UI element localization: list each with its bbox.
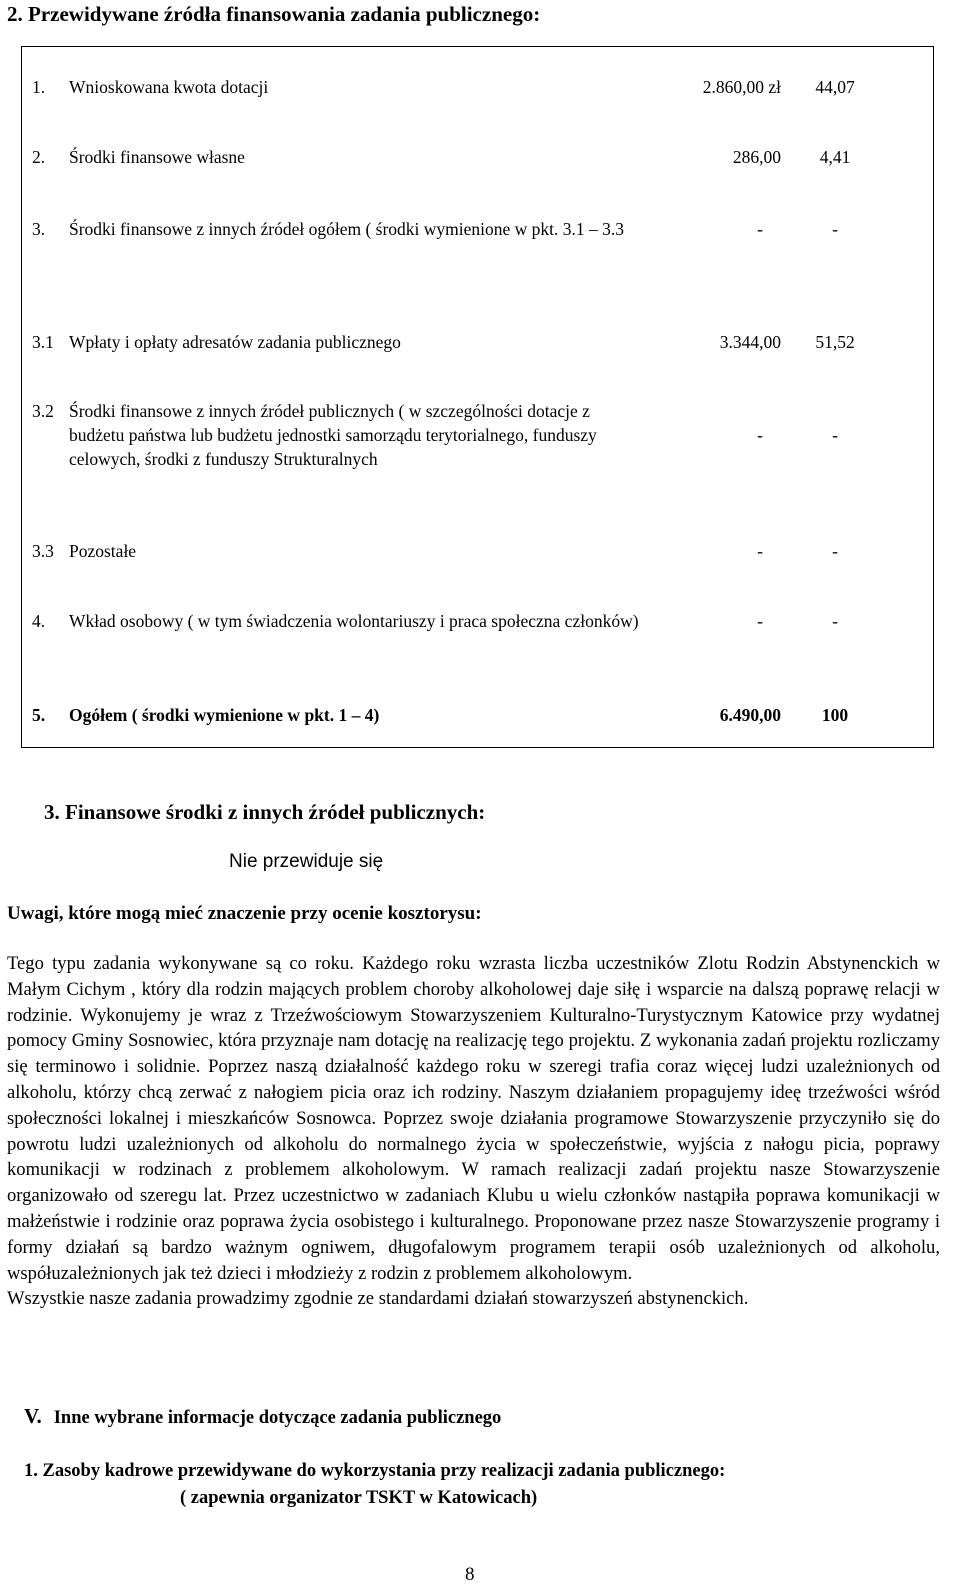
row-amount: - [757,611,763,631]
row-number: 2. [32,147,46,167]
remarks-body [7,951,940,1312]
row-percent: 100 [821,705,849,725]
row-number: 3. [32,219,46,239]
row-number: 4. [32,611,46,631]
row-percent: - [832,425,838,445]
row-amount: 6.490,00 [719,705,781,725]
row-number: 3.3 [32,541,54,561]
row-amount: - [757,541,763,561]
row-description: Środki finansowe własne [69,147,245,167]
row-description: Środki finansowe z innych źródeł publicznych ( w szczególności dotacje z budżetu państwa lub budżetu jednostki samorządu terytorialnego, funduszy celowych, środki z funduszy Strukturalnych [69,401,597,469]
financing-table [21,46,934,748]
row-percent: 44,07 [815,77,855,97]
row-amount: - [757,219,763,239]
row-percent: - [832,219,838,239]
row-amount: 286,00 [732,147,781,167]
row-number: 5. [32,705,46,725]
section-3-note: Nie przewiduje się [229,851,384,872]
section-3-heading: 3. Finansowe środki z innych źródeł publicznych: [44,800,486,824]
section-v-numeral: V. [24,1404,42,1428]
row-description: Środki finansowe z innych źródeł ogółem ( środki wymienione w pkt. 3.1 – 3.3 [69,219,625,239]
row-percent: - [832,541,838,561]
row-description: Wkład osobowy ( w tym świadczenia wolontariuszy i praca społeczna członków) [69,611,639,631]
row-amount: - [757,425,763,445]
row-description: Pozostałe [69,541,137,561]
row-description: Wpłaty i opłaty adresatów zadania publicznego [69,332,401,352]
row-number: 3.1 [32,332,54,352]
row-percent: 51,52 [815,332,855,352]
row-description: Wnioskowana kwota dotacji [69,77,269,97]
row-number: 1. [32,77,46,97]
row-description: Ogółem ( środki wymienione w pkt. 1 – 4) [69,705,380,725]
row-percent: 4,41 [819,147,851,167]
section-2-heading: 2. Przewidywane źródła finansowania zadania publicznego: [7,2,541,26]
section-v-heading [24,1404,501,1429]
row-number: 3.2 [32,401,54,421]
page-number: 8 [465,1564,475,1585]
remarks-heading: Uwagi, które mogą mieć znaczenie przy ocenie kosztorysu: [7,903,482,924]
remarks-paragraph: Wszystkie nasze zadania prowadzimy zgodnie ze standardami działań stowarzyszeń abstynenckich. [7,1288,749,1310]
row-amount: 2.860,00 zł [702,77,781,97]
resources-heading: 1. Zasoby kadrowe przewidywane do wykorzystania przy realizacji zadania publicznego: [24,1461,726,1481]
resources-subheading: ( zapewnia organizator TSKT w Katowicach) [180,1488,538,1508]
remarks-paragraph: Tego typu zadania wykonywane są co roku. Każdego roku wzrasta liczba uczestników Zlotu Rodzin Abstynenckich w Małym Cichym , który dla rodzin mających problem choroby alkoholowej daje siłę i wsparcie na dalszą poprawę relacji w rodzinie. Wykonujemy je wraz z Trzeźwościowym Stowarzyszeniem Kulturalno-Turystycznym Katowice przy wydatnej pomocy Gminy Sosnowiec, która przyznaje nam dotację na realizację tego projektu. Z wykonania zadań projektu rozliczamy się terminowo i solidnie. Poprzez naszą działalność każdego roku w szeregi trafia coraz więcej ludzi uzależnionych od alkoholu, którzy chcą zerwać z nałogiem picia oraz ich rodziny. Naszym działaniem propagujemy ideę trzeźwości wśród społeczności lokalnej i mieszkańców Sosnowca. Poprzez swoje działania programowe Stowarzyszenie przyczyniło się do powrotu ludzi uzależnionych od alkoholu do normalnego życia w społeczeństwie, wyjścia z nałogu picia, poprawy komunikacji w rodzinach z problemem alkoholowym. W ramach realizacji zadań projektu nasze Stowarzyszenie organizowało od szeregu lat. Przez uczestnictwo w zadaniach Klubu u wielu członków nastąpiła poprawa komunikacji w małżeństwie i rodzinie oraz poprawa życia osobistego i kulturalnego. Proponowane przez nasze Stowarzyszenie programy i formy działań są bardzo ważnym ogniwem, długofalowym programem terapii osób uzależnionych od alkoholu, współuzależnionych jak też dzieci i młodzieży z rodzin z problemem alkoholowym. [7,953,940,1284]
section-v-title: Inne wybrane informacje dotyczące zadania publicznego [53,1408,502,1428]
row-amount: 3.344,00 [719,332,781,352]
row-percent: - [832,611,838,631]
